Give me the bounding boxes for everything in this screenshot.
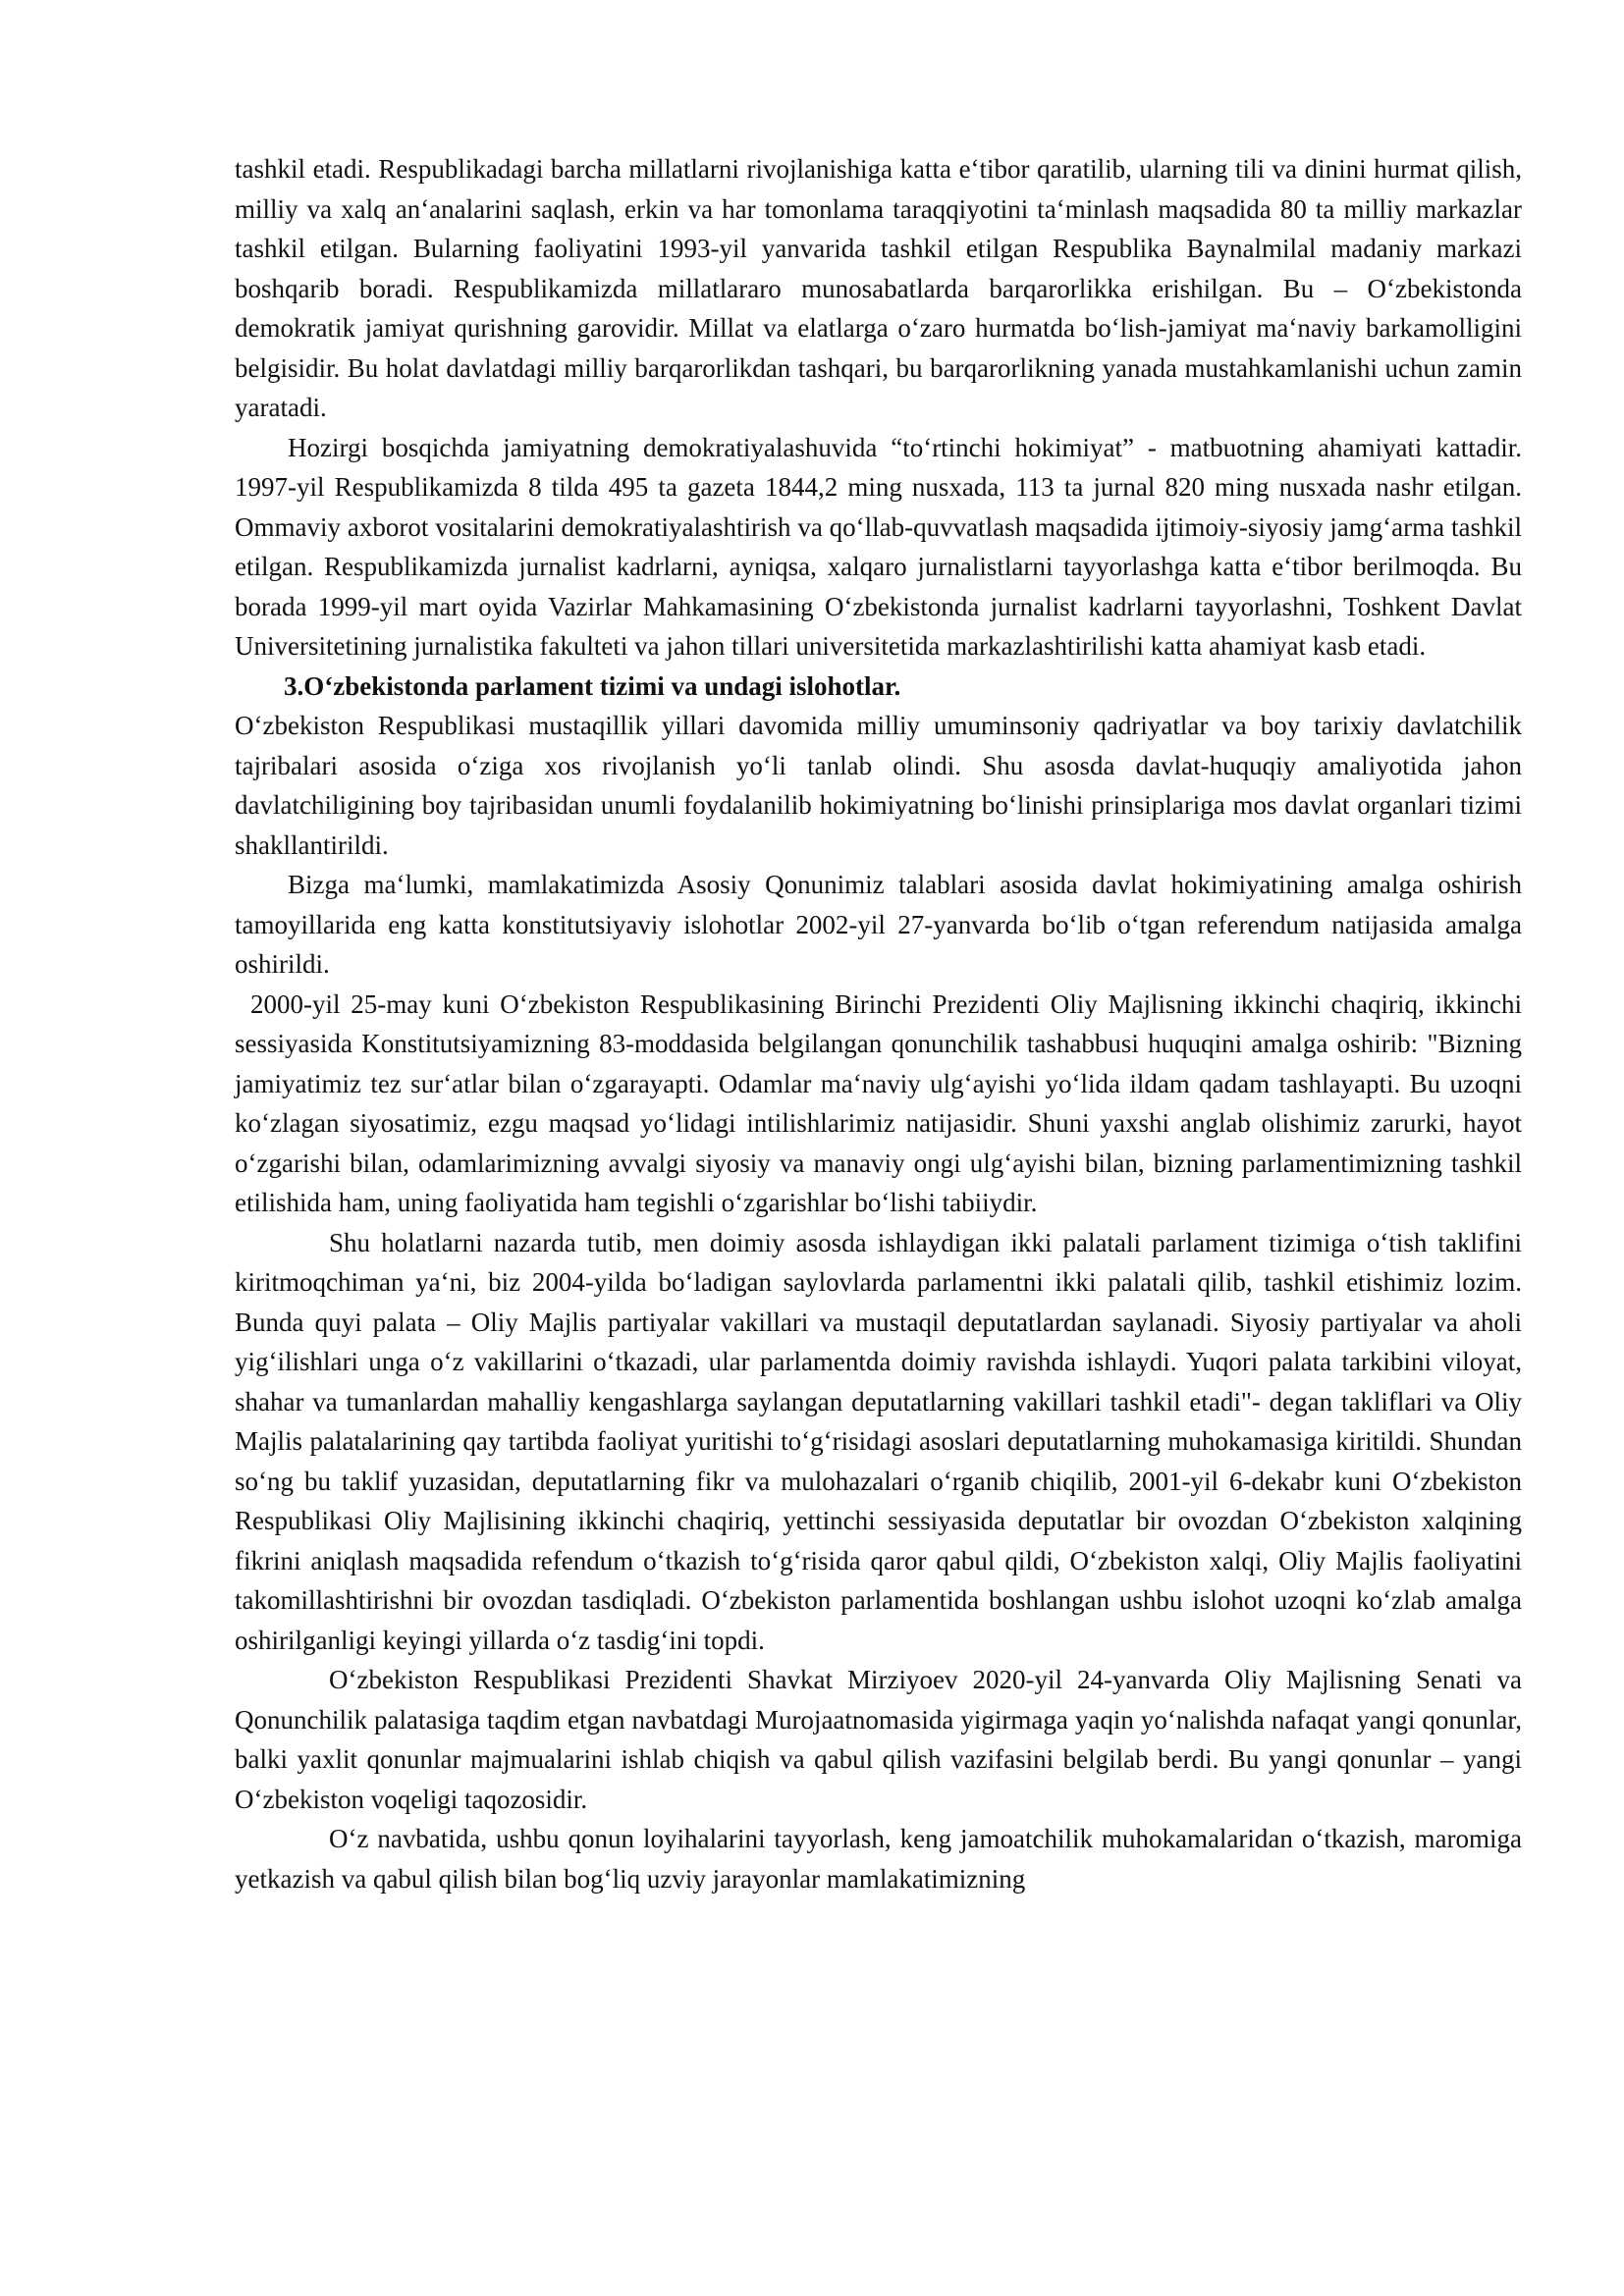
paragraph-press-media: Hozirgi bosqichda jamiyatning demokratiyalashuvida “to‘rtinchi hokimiyat” - matbuotning ahamiyati kattadir. 1997-yil Respublikamizda 8 tilda 495 ta gazeta 1844,2 ming nusxada, 113 ta jurnal 820 ming nusxada nashr etilgan. Ommaviy axborot vositalarini demokratiyalashtirish va qo‘llab-quvvatlash maqsadida ijtimoiy-siyosiy jamg‘arma tashkil etilgan. Respublikamizda jurnalist kadrlarni, ayniqsa, xalqaro jurnalistlarni tayyorlashga katta e‘tibor berilmoqda. Bu borada 1999-yil mart oyida Vazirlar Mahkamasining O‘zbekistonda jurnalist kadrlarni tayyorlashni, Toshkent Davlat Universitetining jurnalistika fakulteti va jahon tillari universitetida markazlashtirilishi katta ahamiyat kasb etadi. [235, 432, 1522, 661]
paragraph-independence: O‘zbekiston Respublikasi mustaqillik yillari davomida milliy umuminsoniy qadriyatlar va boy tarixiy davlatchilik tajribalari asosida o‘ziga xos rivojlanish yo‘li tanlab olindi. Shu asosda davlat-huquqiy amaliyotida jahon davlatchiligining boy tajribasidan unumli foydalanilib hokimiyatning bo‘linishi prinsiplariga mos davlat organlari tizimi shakllantirildi. [235, 711, 1522, 860]
paragraph-president-speech: 2000-yil 25-may kuni O‘zbekiston Respublikasining Birinchi Prezidenti Oliy Majlisning ikkinchi chaqiriq, ikkinchi sessiyasida Konstitutsiyamizning 83-moddasida belgilangan qonunchilik tashabbusi huquqini amalga oshirib: "Bizning jamiyatimiz tez sur‘atlar bilan o‘zgarayapti. Odamlar ma‘naviy ulg‘ayishi yo‘lida ildam qadam tashlayapti. Bu uzoqni ko‘zlagan siyosatimiz, ezgu maqsad yo‘lidagi intilishlarimiz natijasidir. Shuni yaxshi anglab olishimiz zarurki, hayot o‘zgarishi bilan, odamlarimizning avvalgi siyosiy va manaviy ongi ulg‘ayishi bilan, bizning parlamentimizning tashkil etilishida ham, uning faoliyatida ham tegishli o‘zgarishlar bo‘lishi tabiiydir. [235, 988, 1522, 1217]
section-heading: 3.O‘zbekistonda parlament tizimi va undagi islohotlar. [284, 670, 901, 701]
paragraph-law-drafting: O‘z navbatida, ushbu qonun loyihalarini tayyorlash, keng jamoatchilik muhokamalaridan o‘tkazish, maromiga yetkazish va qabul qilish bilan bog‘liq uzviy jarayonlar mamlakatimizning [235, 1824, 1522, 1894]
paragraph-referendum: Bizga ma‘lumki, mamlakatimizda Asosiy Qonunimiz talablari asosida davlat hokimiyatining amalga oshirish tamoyillarida eng katta konstitutsiyaviy islohotlar 2002-yil 27-yanvarda bo‘lib o‘tgan referendum natijasida amalga oshirildi. [235, 870, 1522, 979]
paragraph-bicameral-proposal: Shu holatlarni nazarda tutib, men doimiy asosda ishlaydigan ikki palatali parlament tizimiga o‘tish taklifini kiritmoqchiman ya‘ni, biz 2004-yilda bo‘ladigan saylovlarda parlamentni ikki palatali qilib, tashkil etishimiz lozim. Bunda quyi palata – Oliy Majlis partiyalar vakillari va mustaqil deputatlardan saylanadi. Siyosiy partiyalar va aholi yig‘ilishlari unga o‘z vakillarini o‘tkazadi, ular parlamentda doimiy ravishda ishlaydi. Yuqori palata tarkibini viloyat, shahar va tumanlardan mahalliy kengashlarga saylangan deputatlarning vakillari tashkil etadi"- degan takliflari va Oliy Majlis palatalarining qay tartibda faoliyat yuritishi to‘g‘risidagi asoslari deputatlarning muhokamasiga kiritildi. Shundan so‘ng bu taklif yuzasidan, deputatlarning fikr va mulohazalari o‘rganib chiqilib, 2001-yil 6-dekabr kuni O‘zbekiston Respublikasi Oliy Majlisining ikkinchi chaqiriq, yettinchi sessiyasida deputatlar bir ovozdan O‘zbekiston xalqining fikrini aniqlash maqsadida refendum o‘tkazish to‘g‘risida qaror qabul qildi, O‘zbekiston xalqi, Oliy Majlis faoliyatini takomillashtirishni bir ovozdan tasdiqladi. O‘zbekiston parlamentida boshlangan ushbu islohot uzoqni ko‘zlab amalga oshirilganligi keyingi yillarda o‘z tasdig‘ini topdi. [235, 1227, 1522, 1655]
paragraph-mirziyoev-address: O‘zbekiston Respublikasi Prezidenti Shavkat Mirziyoev 2020-yil 24-yanvarda Oliy Majlisning Senati va Qonunchilik palatasiga taqdim etgan navbatdagi Murojaatnomasida yigirmaga yaqin yo‘nalishda nafaqat yangi qonunlar, balki yaxlit qonunlar majmualarini ishlab chiqish va qabul qilish vazifasini belgilab berdi. Bu yangi qonunlar – yangi O‘zbekiston voqeligi taqozosidir. [235, 1665, 1522, 1814]
paragraph-continuation: tashkil etadi. Respublikadagi barcha millatlarni rivojlanishiga katta e‘tibor qaratilib, ularning tili va dinini hurmat qilish, milliy va xalq an‘analarini saqlash, erkin va har tomonlama taraqqiyotini ta‘minlash maqsadida 80 ta milliy markazlar tashkil etilgan. Bularning faoliyatini 1993-yil yanvarida tashkil etilgan Respublika Baynalmilal madaniy markazi boshqarib boradi. Respublikamizda millatlararo munosabatlarda barqarorlikka erishilgan. Bu – O‘zbekistonda demokratik jamiyat qurishning garovidir. Millat va elatlarga o‘zaro hurmatda bo‘lish-jamiyat ma‘naviy barkamolligini belgisidir. Bu holat davlatdagi milliy barqarorlikdan tashqari, bu barqarorlikning yanada mustahkamlanishi uchun zamin yaratadi. [235, 154, 1522, 422]
document-page [235, 149, 1522, 1898]
